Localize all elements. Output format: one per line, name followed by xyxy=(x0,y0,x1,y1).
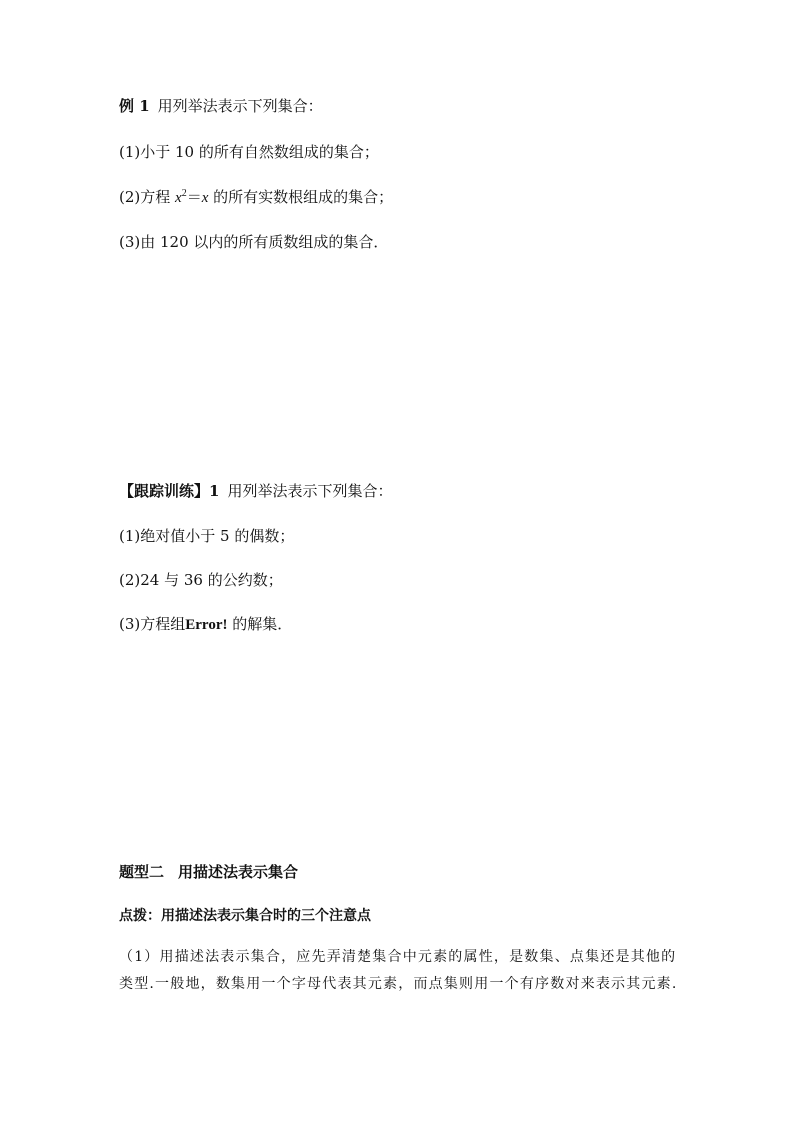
field-error-text: Error! xyxy=(185,617,228,633)
tip-title: 点拨：用描述法表示集合时的三个注意点 xyxy=(119,908,371,924)
example-1-heading xyxy=(119,96,323,116)
math-equals: ＝ xyxy=(186,188,202,206)
item-number: (1) xyxy=(119,143,141,161)
section-2-title: 用描述法表示集合 xyxy=(178,863,299,881)
item-text-pre: 方程组 xyxy=(140,615,186,633)
item-text-pre: 方程 xyxy=(140,188,176,206)
practice-1-title: 用列举法表示下列集合： xyxy=(227,482,393,500)
item-number: (2) xyxy=(119,188,141,206)
example-1-label: 例 1 xyxy=(119,97,150,115)
example-1-title: 用列举法表示下列集合： xyxy=(157,97,323,115)
item-number: (1) xyxy=(119,527,141,545)
tip-body: （1）用描述法表示集合，应先弄清楚集合中元素的属性，是数集、点集还是其他的类型.一般地，数集用一个字母代表其元素，而点集则用一个有序数对来表示其元素. xyxy=(119,949,678,992)
section-2-heading xyxy=(119,862,298,882)
math-exponent: 2 xyxy=(181,188,187,199)
math-variable-x: x xyxy=(175,190,182,206)
item-text: 绝对值小于 5 的偶数； xyxy=(140,527,295,545)
practice-1-label: 【跟踪训练】1 xyxy=(119,482,220,500)
practice-1-item-1 xyxy=(119,526,294,546)
item-number: (3) xyxy=(119,233,141,251)
item-text: 小于 10 的所有自然数组成的集合； xyxy=(140,143,379,161)
item-number: (2) xyxy=(119,571,141,589)
practice-1-item-2 xyxy=(119,570,283,590)
item-number: (3) xyxy=(119,615,141,633)
item-text: 24 与 36 的公约数； xyxy=(140,571,283,589)
example-1-item-1 xyxy=(119,142,379,162)
example-1-item-3 xyxy=(119,232,388,252)
section-2-number: 题型二 xyxy=(119,863,165,881)
example-1-item-2 xyxy=(119,187,393,208)
item-text-post: 的所有实数根组成的集合； xyxy=(208,188,394,206)
math-variable-x: x xyxy=(201,190,209,206)
item-text: 由 120 以内的所有质数组成的集合． xyxy=(140,233,389,251)
practice-1-heading xyxy=(119,481,392,501)
practice-1-item-3 xyxy=(119,614,292,635)
item-text-post: 的解集． xyxy=(227,615,293,633)
